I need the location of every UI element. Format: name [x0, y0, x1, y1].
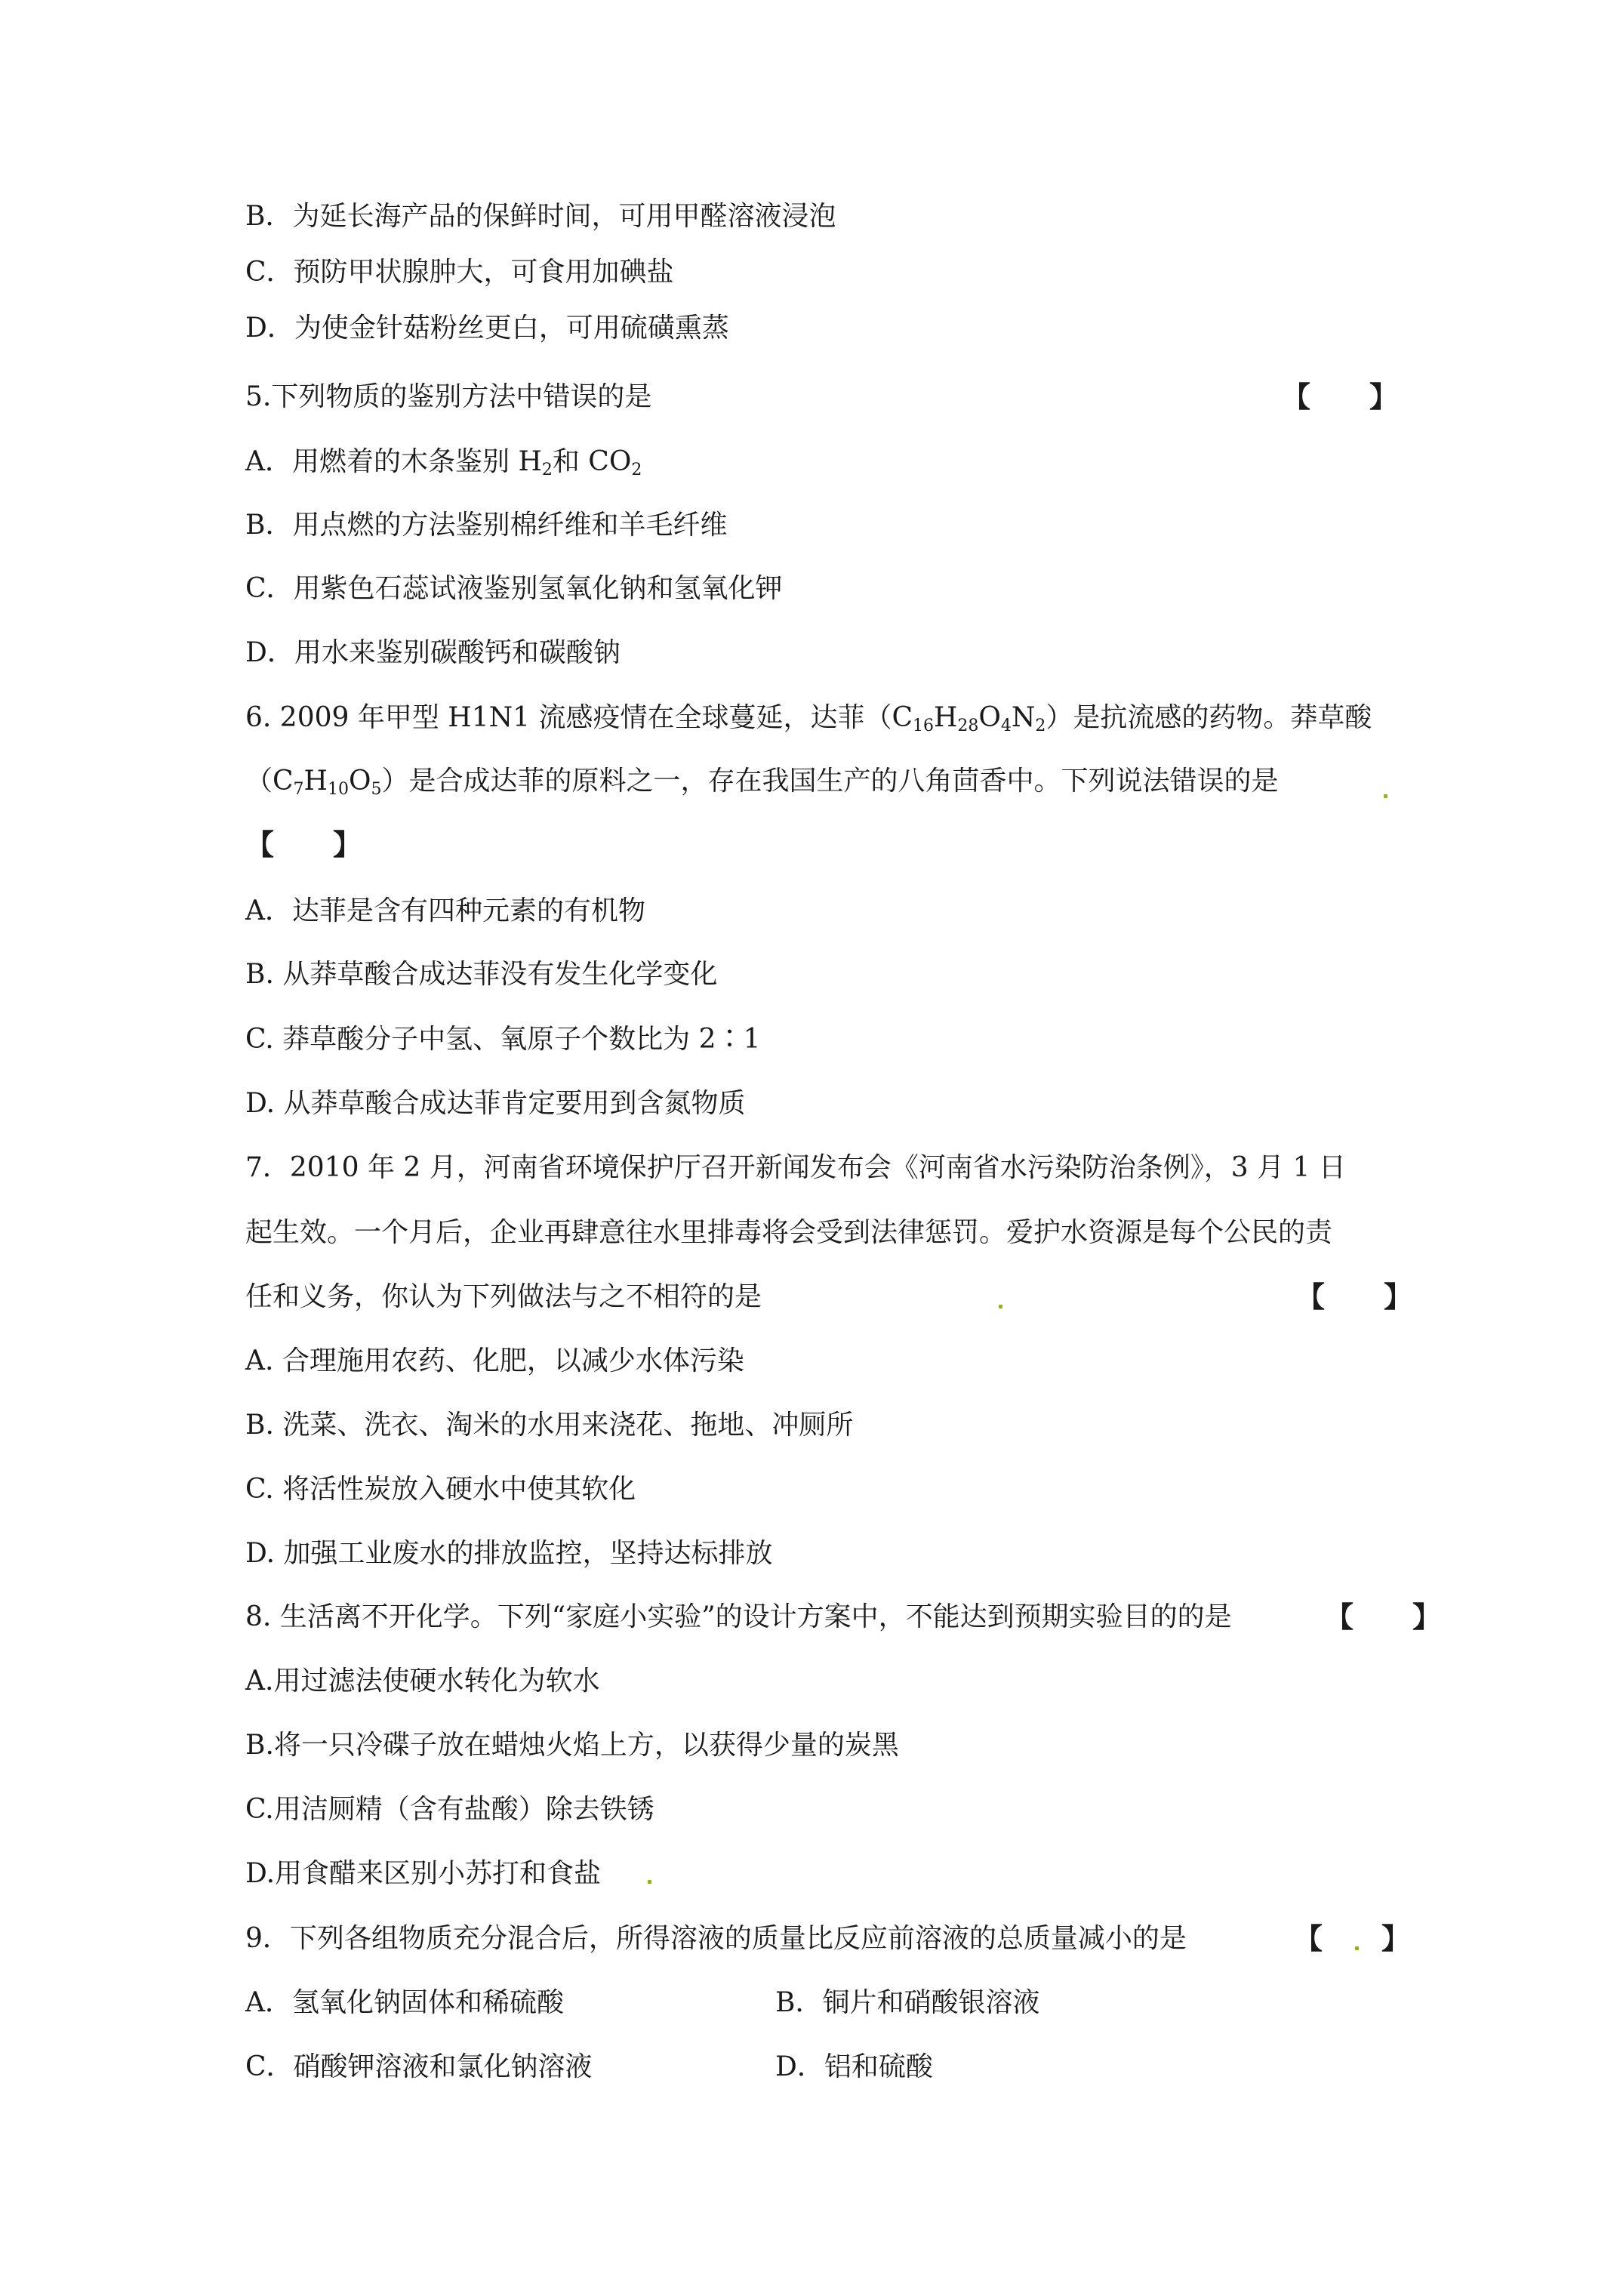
q5-stem: 5.下列物质的鉴别方法中错误的是 [245, 381, 652, 412]
q7-answer-bracket [1296, 1281, 1412, 1314]
q6-stem-line-2 [245, 765, 1278, 798]
q8-stem: 8. 生活离不开化学。下列“家庭小实验”的设计方案中，不能达到预期实验目的的是 [245, 1601, 1232, 1632]
q6-l2-sub: 5 [371, 780, 382, 799]
q9-bracket-open: 【 [1294, 1922, 1323, 1955]
q7-bracket-open: 【 [1296, 1280, 1326, 1314]
q6-l1-sub: 28 [957, 717, 979, 735]
q6-stem-line-1 [245, 701, 1372, 735]
q8-option-d: D.用食醋来区别小苏打和食盐 [245, 1858, 602, 1889]
scan-speck [999, 1305, 1002, 1308]
q6-option-b: B. 从莽草酸合成达菲没有发生化学变化 [245, 959, 718, 990]
q7-option-b: B. 洗菜、洗衣、淘米的水用来浇花、拖地、冲厕所 [245, 1410, 854, 1441]
q6-option-c: C. 莽草酸分子中氢、氧原子个数比为 2∶1 [245, 1024, 761, 1055]
q8-option-b: B.将一只冷碟子放在蜡烛火焰上方，以获得少量的炭黑 [245, 1730, 899, 1761]
q7-option-d: D. 加强工业废水的排放监控，坚持达标排放 [245, 1538, 773, 1569]
q4-option-c: C．预防甲状腺肿大，可食用加碘盐 [245, 257, 674, 288]
q8-bracket-open: 【 [1325, 1600, 1354, 1634]
q4-option-d: D．为使金针菇粉丝更白，可用硫磺熏蒸 [245, 313, 729, 344]
q7-stem-line-1: 7．2010 年 2 月，河南省环境保护厅召开新闻发布会《河南省水污染防治条例》，3 月 1 日 [245, 1152, 1346, 1183]
q6-l1-text: O [978, 702, 1001, 733]
q6-l2-sub: 7 [293, 780, 304, 799]
q8-option-c: C.用洁厕精（含有盐酸）除去铁锈 [245, 1794, 654, 1825]
q7-bracket-close: 】 [1384, 1280, 1413, 1314]
q7-stem-line-3: 任和义务，你认为下列做法与之不相符的是 [245, 1281, 762, 1312]
q7-stem-line-2: 起生效。一个月后，企业再肆意往水里排毒将会受到法律惩罚。爱护水资源是每个公民的责 [245, 1217, 1333, 1248]
q6-option-d: D. 从莽草酸合成达菲肯定要用到含氮物质 [245, 1088, 746, 1119]
q6-bracket-close: 】 [333, 827, 362, 861]
q6-l1-sub: 4 [1000, 717, 1012, 735]
q9-bracket-close: 】 [1381, 1922, 1411, 1955]
q6-option-a: A．达菲是含有四种元素的有机物 [245, 895, 645, 926]
q9-option-c: C．硝酸钾溶液和氯化钠溶液 [245, 2051, 593, 2082]
scan-speck [648, 1880, 651, 1884]
q7-option-c: C. 将活性炭放入硬水中使其软化 [245, 1474, 636, 1505]
q6-bracket-open: 【 [245, 827, 275, 861]
q5-option-c: C．用紫色石蕊试液鉴别氢氧化钠和氢氧化钾 [245, 573, 783, 604]
q5-bracket-open: 【 [1282, 380, 1311, 414]
q6-l2-text: O [348, 766, 371, 797]
q8-answer-bracket [1325, 1601, 1441, 1634]
q9-answer-bracket [1294, 1922, 1410, 1955]
q8-option-a: A.用过滤法使硬水转化为软水 [245, 1666, 600, 1697]
q4-option-b: B．为延长海产品的保鲜时间，可用甲醛溶液浸泡 [245, 201, 836, 232]
q5-option-b: B．用点燃的方法鉴别棉纤维和羊毛纤维 [245, 510, 728, 541]
q6-l1-sub: 16 [913, 717, 934, 735]
scan-speck [1355, 1946, 1359, 1950]
q5-option-d: D．用水来鉴别碳酸钙和碳酸钠 [245, 637, 621, 668]
q5-answer-bracket [1282, 381, 1398, 414]
q5-option-a [245, 445, 642, 479]
scan-speck [1384, 794, 1387, 798]
q6-l1-text: ）是抗流感的药物。莽草酸 [1046, 702, 1372, 733]
q6-l2-text: （C [245, 766, 294, 797]
q7-option-a: A. 合理施用农药、化肥，以减少水体污染 [245, 1345, 744, 1376]
q6-l1-sub: 2 [1035, 717, 1046, 735]
q6-l2-text: H [303, 766, 328, 797]
q9-stem: 9．下列各组物质充分混合后，所得溶液的质量比反应前溶液的总质量减小的是 [245, 1923, 1187, 1954]
q6-l2-text: ）是合成达菲的原料之一，存在我国生产的八角茴香中。下列说法错误的是 [381, 766, 1279, 797]
q5-bracket-close: 】 [1369, 380, 1399, 414]
q6-l1-text: H [934, 702, 958, 733]
q9-option-a: A．氢氧化钠固体和稀硫酸 [245, 1987, 564, 2018]
q6-answer-bracket [245, 828, 362, 861]
q6-l1-text: N [1011, 702, 1036, 733]
q6-l1-text: 6. 2009 年甲型 H1N1 流感疫情在全球蔓延，达菲（C [245, 702, 913, 733]
q5-a-text-2: 和 CO [552, 446, 632, 477]
q6-l2-sub: 10 [327, 780, 349, 799]
q9-option-d: D．铝和硫酸 [775, 2051, 933, 2082]
q8-bracket-close: 】 [1412, 1600, 1442, 1634]
q5-a-text: A．用燃着的木条鉴别 H [245, 446, 542, 477]
q5-a-subscript-2: 2 [631, 461, 642, 479]
q5-a-subscript: 2 [541, 461, 553, 479]
q9-option-b: B．铜片和硝酸银溶液 [775, 1987, 1040, 2018]
